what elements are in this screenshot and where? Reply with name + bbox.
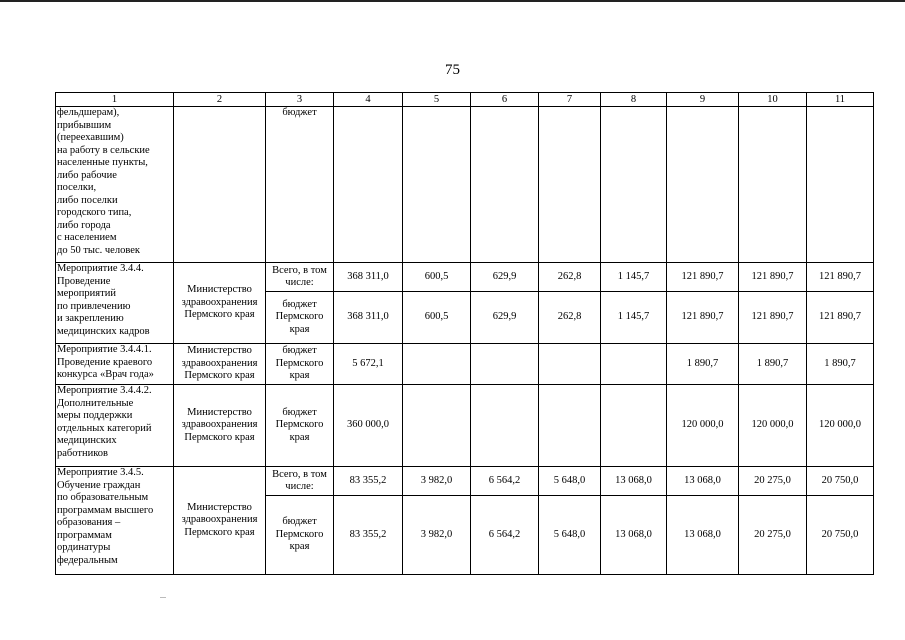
value-cell: 20 750,0	[807, 496, 874, 575]
column-header: 6	[471, 93, 539, 107]
value-cell: 1 145,7	[601, 292, 667, 344]
org-cell: Министерство здравоохранения Пермского края	[174, 467, 266, 575]
table-row	[56, 263, 874, 292]
value-cell	[539, 385, 601, 467]
column-header: 9	[667, 93, 739, 107]
value-cell: 1 145,7	[601, 263, 667, 292]
value-cell: 6 564,2	[471, 467, 539, 496]
value-cell: 121 890,7	[739, 292, 807, 344]
value-cell: 121 890,7	[667, 292, 739, 344]
value-cell	[739, 107, 807, 263]
source-cell: бюджет Пермского края	[266, 292, 334, 344]
value-cell	[601, 385, 667, 467]
event-name-cell	[56, 467, 174, 575]
value-cell: 262,8	[539, 263, 601, 292]
event-name-text: Мероприятие 3.4.4.1. Проведение краевого конкурса «Врач года»	[57, 344, 154, 380]
value-cell: 13 068,0	[667, 467, 739, 496]
table-row	[56, 107, 874, 263]
value-cell	[334, 107, 403, 263]
value-cell: 5 672,1	[334, 344, 403, 385]
value-cell	[667, 107, 739, 263]
org-cell: Министерство здравоохранения Пермского края	[174, 263, 266, 344]
column-header: 3	[266, 93, 334, 107]
value-cell: 13 068,0	[667, 496, 739, 575]
column-header: 4	[334, 93, 403, 107]
table-row	[56, 344, 874, 385]
value-cell	[539, 344, 601, 385]
value-cell: 6 564,2	[471, 496, 539, 575]
column-header: 10	[739, 93, 807, 107]
top-border-line	[0, 0, 905, 2]
value-cell: 120 000,0	[667, 385, 739, 467]
event-name-text: Мероприятие 3.4.4.2. Дополнительные меры поддержки отдельных категорий медицинских работников	[57, 385, 152, 459]
value-cell: 121 890,7	[807, 263, 874, 292]
table-row	[56, 467, 874, 496]
source-cell: бюджет	[266, 107, 334, 263]
value-cell: 5 648,0	[539, 496, 601, 575]
value-cell: 121 890,7	[739, 263, 807, 292]
value-cell: 629,9	[471, 292, 539, 344]
value-cell	[403, 107, 471, 263]
event-name-text: Мероприятие 3.4.4. Проведение мероприятий по привлечению и закреплению медицинских кадров	[57, 263, 150, 337]
org-cell	[174, 107, 266, 263]
source-cell: бюджет Пермского края	[266, 385, 334, 467]
column-header: 2	[174, 93, 266, 107]
event-name-text: Мероприятие 3.4.5. Обучение граждан по образовательным программам высшего образования – программам ординатуры федеральным	[57, 467, 154, 566]
column-header: 1	[56, 93, 174, 107]
budget-table	[55, 92, 874, 575]
value-cell: 121 890,7	[807, 292, 874, 344]
column-number-row	[56, 93, 874, 107]
value-cell: 13 068,0	[601, 496, 667, 575]
value-cell	[539, 107, 601, 263]
event-name-cell	[56, 263, 174, 344]
value-cell: 83 355,2	[334, 467, 403, 496]
value-cell: 600,5	[403, 263, 471, 292]
value-cell: 20 275,0	[739, 496, 807, 575]
value-cell: 20 750,0	[807, 467, 874, 496]
value-cell	[471, 344, 539, 385]
event-name-cell	[56, 385, 174, 467]
value-cell: 83 355,2	[334, 496, 403, 575]
value-cell: 600,5	[403, 292, 471, 344]
value-cell	[403, 385, 471, 467]
value-cell: 120 000,0	[739, 385, 807, 467]
value-cell: 360 000,0	[334, 385, 403, 467]
value-cell: 121 890,7	[667, 263, 739, 292]
event-name-text: фельдшерам), прибывшим (переехавшим) на работу в сельские населенные пункты, либо рабочие поселки, либо поселки городского типа, либо города с населением до 50 тыс. человек	[57, 107, 150, 256]
value-cell	[403, 344, 471, 385]
column-header: 8	[601, 93, 667, 107]
value-cell: 120 000,0	[807, 385, 874, 467]
org-cell: Министерство здравоохранения Пермского края	[174, 344, 266, 385]
scan-speck	[160, 597, 166, 598]
source-cell: бюджет Пермского края	[266, 344, 334, 385]
value-cell: 1 890,7	[739, 344, 807, 385]
value-cell	[601, 107, 667, 263]
value-cell: 20 275,0	[739, 467, 807, 496]
page-number: 75	[445, 62, 460, 78]
value-cell: 368 311,0	[334, 292, 403, 344]
value-cell: 13 068,0	[601, 467, 667, 496]
column-header: 11	[807, 93, 874, 107]
value-cell: 1 890,7	[667, 344, 739, 385]
value-cell: 262,8	[539, 292, 601, 344]
value-cell: 368 311,0	[334, 263, 403, 292]
value-cell: 629,9	[471, 263, 539, 292]
table-row	[56, 385, 874, 467]
source-cell: Всего, в том числе:	[266, 263, 334, 292]
value-cell: 3 982,0	[403, 496, 471, 575]
value-cell	[601, 344, 667, 385]
value-cell: 3 982,0	[403, 467, 471, 496]
source-cell: бюджет Пермского края	[266, 496, 334, 575]
org-cell: Министерство здравоохранения Пермского края	[174, 385, 266, 467]
value-cell	[807, 107, 874, 263]
column-header: 5	[403, 93, 471, 107]
value-cell: 1 890,7	[807, 344, 874, 385]
value-cell	[471, 385, 539, 467]
value-cell: 5 648,0	[539, 467, 601, 496]
event-name-cell	[56, 344, 174, 385]
value-cell	[471, 107, 539, 263]
column-header: 7	[539, 93, 601, 107]
event-name-cell	[56, 107, 174, 263]
source-cell: Всего, в том числе:	[266, 467, 334, 496]
